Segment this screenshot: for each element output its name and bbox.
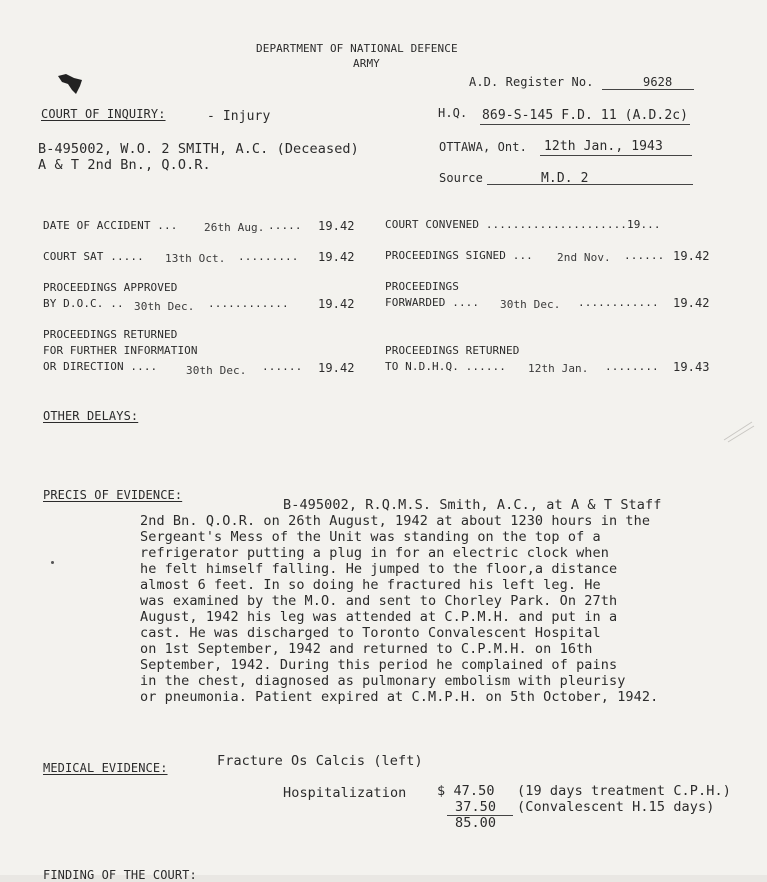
source-label: Source xyxy=(439,171,483,185)
precis-line-11: September, 1942. During this period he complained of pains xyxy=(140,657,618,673)
hospitalization-amount-2: 37.50 xyxy=(455,799,497,815)
court-sat-label: COURT SAT ..... xyxy=(43,250,144,263)
forwarded-dots: ............ xyxy=(578,296,659,309)
subject-line-1: B-495002, W.O. 2 SMITH, A.C. (Deceased) xyxy=(38,141,359,157)
date-of-accident-year: 19.42 xyxy=(318,219,355,233)
precis-line-13: or pneumonia. Patient expired at C.M.P.H. on 5th October, 1942. xyxy=(140,689,659,705)
precis-line-9: cast. He was discharged to Toronto Convalescent Hospital xyxy=(140,625,601,641)
returned-ndhq-dots: ........ xyxy=(605,360,659,373)
precis-line-2: 2nd Bn. Q.O.R. on 26th August, 1942 at about 1230 hours in the xyxy=(140,513,651,529)
department-heading: DEPARTMENT OF NATIONAL DEFENCE xyxy=(256,42,458,55)
approved-dots: ............ xyxy=(208,297,289,310)
returned-ndhq-label-1: PROCEEDINGS RETURNED xyxy=(385,344,520,357)
returned-ndhq-label-2: TO N.D.H.Q. ...... xyxy=(385,360,507,373)
approved-year: 19.42 xyxy=(318,297,355,311)
returned-info-dots: ...... xyxy=(262,360,303,373)
hospitalization-label: Hospitalization xyxy=(283,785,407,801)
pencil-mark xyxy=(722,416,756,444)
date-of-accident-dots: ..... xyxy=(268,219,302,232)
source-value: M.D. 2 xyxy=(541,171,589,186)
branch-heading: ARMY xyxy=(353,57,380,70)
forwarded-label-1: PROCEEDINGS xyxy=(385,280,459,293)
approved-label-1: PROCEEDINGS APPROVED xyxy=(43,281,178,294)
returned-info-year: 19.42 xyxy=(318,361,355,375)
ink-blot-mark xyxy=(56,72,86,98)
signed-value: 2nd Nov. xyxy=(557,251,611,264)
hq-file-number: 869-S-145 F.D. 11 (A.D.2c) xyxy=(482,108,689,123)
location-label: OTTAWA, Ont. xyxy=(439,140,527,154)
hospitalization-amount-1: $ 47.50 xyxy=(437,783,495,799)
precis-line-8: August, 1942 his leg was attended at C.P.M.H. and put in a xyxy=(140,609,618,625)
hq-label: H.Q. xyxy=(438,106,468,120)
returned-info-label-1: PROCEEDINGS RETURNED xyxy=(43,328,178,341)
approved-value: 30th Dec. xyxy=(134,300,195,313)
precis-line-12: in the chest, diagnosed as pulmonary embolism with pleurisy xyxy=(140,673,626,689)
forwarded-value: 30th Dec. xyxy=(500,298,561,311)
hospitalization-note-2: (Convalescent H.15 days) xyxy=(517,799,715,815)
location-date-underline xyxy=(540,155,692,156)
returned-ndhq-year: 19.43 xyxy=(673,360,710,374)
returned-info-label-2: FOR FURTHER INFORMATION xyxy=(43,344,198,357)
source-blank xyxy=(487,184,693,185)
inquiry-type: - Injury xyxy=(207,109,271,124)
court-convened-label: COURT CONVENED .....................19... xyxy=(385,218,661,231)
forwarded-label-2: FORWARDED .... xyxy=(385,296,480,309)
precis-line-3: Sergeant's Mess of the Unit was standing on the top of a xyxy=(140,529,601,545)
court-of-inquiry-label: COURT OF INQUIRY: xyxy=(41,107,166,121)
register-label: A.D. Register No. xyxy=(469,75,594,89)
court-sat-value: 13th Oct. xyxy=(165,252,226,265)
stray-ink-dot xyxy=(51,561,54,564)
precis-line-5: he felt himself falling. He jumped to the floor,a distance xyxy=(140,561,618,577)
subject-line-2: A & T 2nd Bn., Q.O.R. xyxy=(38,157,211,173)
medical-evidence-label: MEDICAL EVIDENCE: xyxy=(43,761,168,775)
precis-line-1: B-495002, R.Q.M.S. Smith, A.C., at A & T Staff xyxy=(283,497,662,513)
returned-info-label-3: OR DIRECTION .... xyxy=(43,360,158,373)
precis-of-evidence-label: PRECIS OF EVIDENCE: xyxy=(43,488,183,502)
medical-diagnosis: Fracture Os Calcis (left) xyxy=(217,753,423,769)
signed-dots: ...... xyxy=(624,249,665,262)
precis-line-7: was examined by the M.O. and sent to Chorley Park. On 27th xyxy=(140,593,618,609)
precis-line-6: almost 6 feet. In so doing he fractured his left leg. He xyxy=(140,577,601,593)
approved-label-2: BY D.O.C. .. xyxy=(43,297,124,310)
forwarded-year: 19.42 xyxy=(673,296,710,310)
register-blank xyxy=(602,89,694,90)
register-number: 9628 xyxy=(643,75,673,89)
hospitalization-note-1: (19 days treatment C.P.H.) xyxy=(517,783,731,799)
returned-info-value: 30th Dec. xyxy=(186,364,247,377)
precis-line-10: on 1st September, 1942 and returned to C.P.M.H. on 16th xyxy=(140,641,593,657)
signed-label: PROCEEDINGS SIGNED ... xyxy=(385,249,533,262)
other-delays-label: OTHER DELAYS: xyxy=(43,409,139,423)
court-sat-dots: ......... xyxy=(238,250,299,263)
precis-line-4: refrigerator putting a plug in for an electric clock when xyxy=(140,545,609,561)
finding-of-court-label: FINDING OF THE COURT: xyxy=(43,868,197,882)
hq-underline xyxy=(480,124,690,125)
returned-ndhq-value: 12th Jan. xyxy=(528,362,589,375)
signed-year: 19.42 xyxy=(673,249,710,263)
hospitalization-total: 85.00 xyxy=(455,815,497,831)
date-of-accident-value: 26th Aug. xyxy=(204,221,265,234)
court-sat-year: 19.42 xyxy=(318,250,355,264)
location-date: 12th Jan., 1943 xyxy=(544,139,663,154)
date-of-accident-label: DATE OF ACCIDENT ... xyxy=(43,219,178,232)
